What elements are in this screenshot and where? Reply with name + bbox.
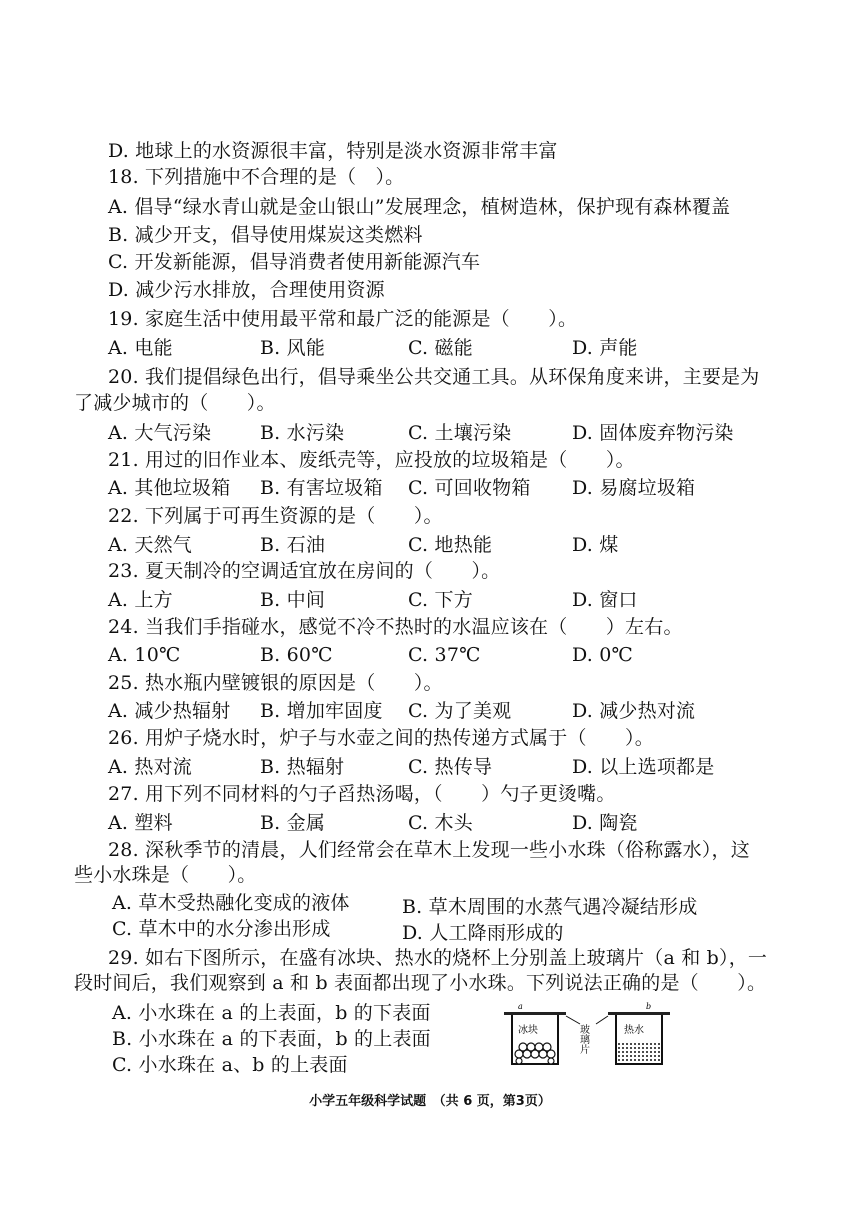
beaker-diagram: [500, 1002, 690, 1072]
option-d: D. 人工降雨形成的: [402, 922, 564, 944]
glass-label: 玻璃片: [577, 1024, 589, 1054]
ice-label: 冰块: [518, 1025, 538, 1036]
option-d: D. 陶瓷: [572, 812, 638, 834]
q18-option-b: B. 减少开支，倡导使用煤炭这类燃料: [108, 224, 423, 246]
option-c: C. 地热能: [408, 534, 493, 556]
question-23: 23. 夏天制冷的空调适宜放在房间的（ ）。: [108, 560, 501, 582]
option-d: D. 声能: [572, 337, 638, 359]
question-28-cont: 些小水珠是（ ）。: [74, 864, 257, 886]
question-29-cont: 段时间后，我们观察到 a 和 b 表面都出现了小水珠。下列说法正确的是（ ）。: [74, 972, 767, 994]
option-d: D. 窗口: [572, 589, 638, 611]
option-d: D. 减少热对流: [572, 700, 696, 722]
option-d: D. 固体废弃物污染: [572, 422, 734, 444]
option-a: A. 上方: [108, 589, 173, 611]
question-20-cont: 了减少城市的（ ）。: [74, 392, 276, 414]
option-a: A. 电能: [108, 337, 173, 359]
question-19: 19. 家庭生活中使用最平常和最广泛的能源是（ ）。: [108, 308, 578, 330]
question-20: 20. 我们提倡绿色出行，倡导乘坐公共交通工具。从环保角度来讲，主要是为: [108, 366, 760, 388]
glass-plate-a: [504, 1012, 566, 1015]
question-28: 28. 深秋季节的清晨，人们经常会在草木上发现一些小水珠（俗称露水），这: [108, 839, 750, 861]
hot-water-label: 热水: [624, 1025, 644, 1036]
hot-water-fill: [618, 1042, 660, 1063]
option-a: A. 塑料: [108, 812, 173, 834]
ice-cubes: [515, 1043, 555, 1064]
page-footer: 小学五年级科学试题 （共 6 页，第3页）: [309, 1094, 551, 1109]
option-b: B. 有害垃圾箱: [260, 477, 383, 499]
option-b: B. 中间: [260, 589, 326, 611]
option-b: B. 热辐射: [260, 756, 345, 778]
question-22: 22. 下列属于可再生资源的是（ ）。: [108, 505, 443, 527]
label-b: b: [646, 1002, 652, 1011]
question-29: 29. 如右下图所示，在盛有冰块、热水的烧杯上分别盖上玻璃片（a 和 b），一: [108, 947, 768, 969]
question-21: 21. 用过的旧作业本、废纸壳等，应投放的垃圾箱是（ ）。: [108, 449, 635, 471]
option-a: A. 大气污染: [108, 422, 212, 444]
option-b: B. 增加牢固度: [260, 700, 383, 722]
option-d: D. 易腐垃圾箱: [572, 477, 696, 499]
glass-pointer-lines: [566, 1016, 608, 1024]
q29-option-b: B. 小水珠在 a 的下表面，b 的上表面: [112, 1028, 431, 1050]
option-c: C. 为了美观: [408, 700, 512, 722]
q18-option-d: D. 减少污水排放，合理使用资源: [108, 279, 385, 301]
option-a: A. 天然气: [108, 534, 193, 556]
q18-option-a: A. 倡导“绿水青山就是金山银山”发展理念，植树造林，保护现有森林覆盖: [108, 196, 731, 218]
option-b: B. 60℃: [260, 644, 333, 666]
question-18: 18. 下列措施中不合理的是（ ）。: [108, 166, 405, 188]
option-b: B. 风能: [260, 337, 326, 359]
glass-plate-b: [608, 1012, 670, 1015]
option-b: B. 水污染: [260, 422, 345, 444]
option-a: A. 10℃: [108, 644, 181, 666]
label-a: a: [518, 1002, 523, 1011]
q18-option-c: C. 开发新能源，倡导消费者使用新能源汽车: [108, 251, 481, 273]
option-a: A. 其他垃圾箱: [108, 477, 231, 499]
option-d: D. 0℃: [572, 644, 633, 666]
option-a: A. 减少热辐射: [108, 700, 231, 722]
option-b: B. 草木周围的水蒸气遇冷凝结形成: [402, 896, 698, 918]
option-c: C. 土壤污染: [408, 422, 512, 444]
q29-option-a: A. 小水珠在 a 的上表面，b 的下表面: [112, 1002, 431, 1024]
option-c: C. 37℃: [408, 644, 481, 666]
option-d: D. 以上选项都是: [572, 756, 715, 778]
beaker-diagram-svg: [500, 1002, 690, 1072]
option-c: C. 热传导: [408, 756, 493, 778]
question-25: 25. 热水瓶内壁镀银的原因是（ ）。: [108, 672, 443, 694]
q17-option-d: D. 地球上的水资源很丰富，特别是淡水资源非常丰富: [108, 140, 558, 162]
question-27: 27. 用下列不同材料的勺子舀热汤喝，（ ）勺子更烫嘴。: [108, 783, 616, 805]
question-26: 26. 用炉子烧水时，炉子与水壶之间的热传递方式属于（ ）。: [108, 727, 654, 749]
option-b: B. 金属: [260, 812, 326, 834]
option-c: C. 木头: [408, 812, 473, 834]
option-b: B. 石油: [260, 534, 326, 556]
option-c: C. 草木中的水分渗出形成: [112, 918, 331, 940]
option-a: A. 草木受热融化变成的液体: [112, 892, 350, 914]
option-a: A. 热对流: [108, 756, 193, 778]
option-c: C. 可回收物箱: [408, 477, 531, 499]
question-24: 24. 当我们手指碰水，感觉不冷不热时的水温应该在（ ）左右。: [108, 616, 683, 638]
q29-option-c: C. 小水珠在 a、b 的上表面: [112, 1054, 348, 1076]
option-c: C. 磁能: [408, 337, 473, 359]
option-c: C. 下方: [408, 589, 473, 611]
option-d: D. 煤: [572, 534, 619, 556]
